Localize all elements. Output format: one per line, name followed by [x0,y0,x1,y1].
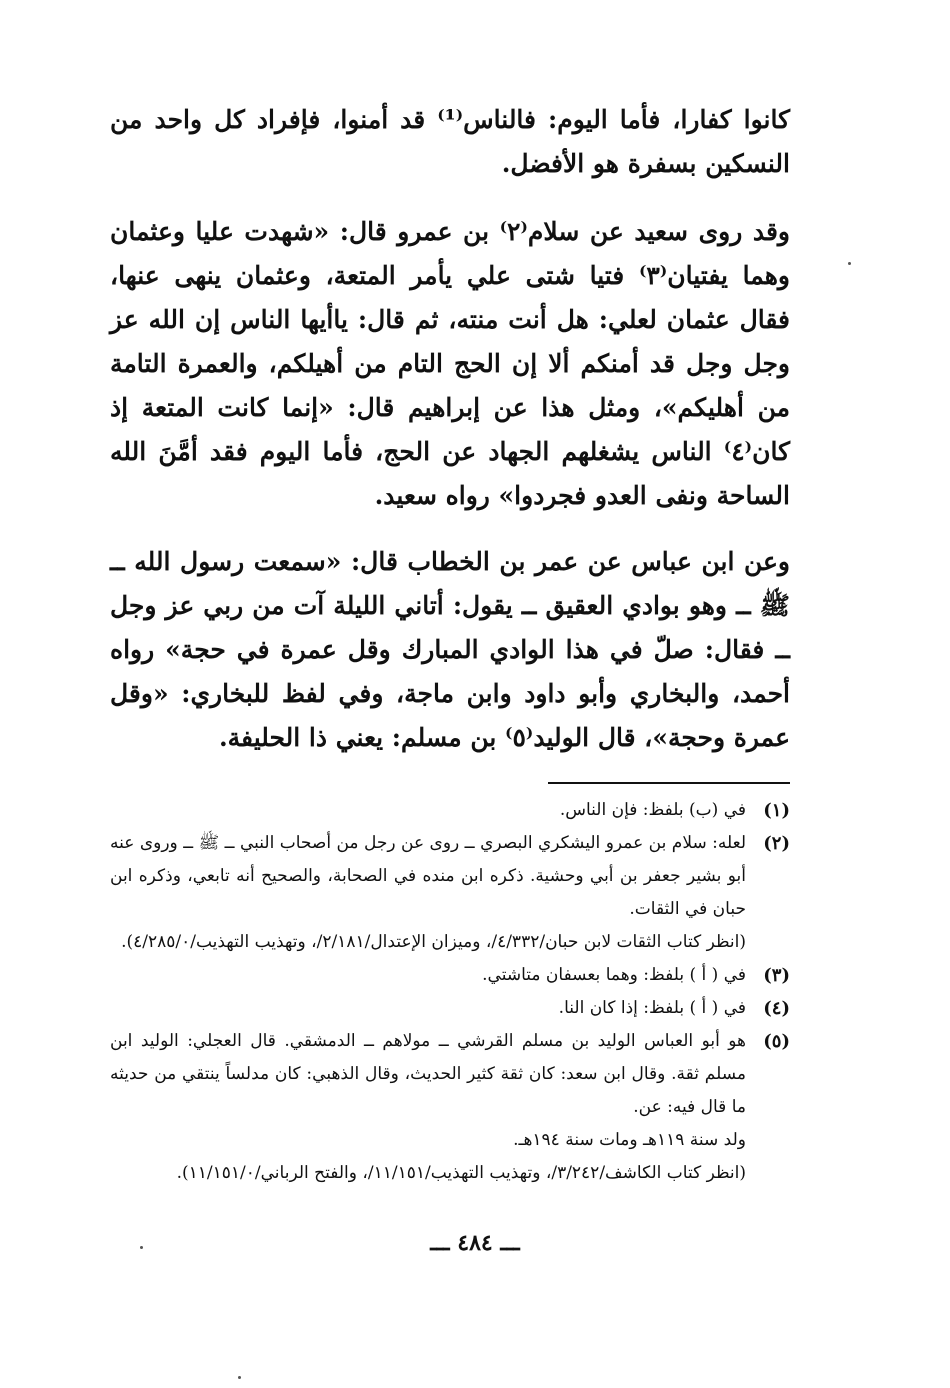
footnote-1 [110,794,790,827]
page-content [110,98,790,1190]
footnote-text: في ( أ ) بلفظ: وهما بعسفان متاشتي. [482,965,746,985]
footnote-number: (٣) [763,965,790,986]
footnote-number: (٤) [763,998,790,1019]
scan-speck [140,1246,143,1249]
footnote-text: هو أبو العباس الوليد بن مسلم القرشي ــ مولاهم ــ الدمشقي. قال العجلي: الوليد ابن مسلم ثقة. وقال ابن سعد: كان ثقة كثير الحديث، وقال الذهبي: كان مدلساً ينتقي من حديثه ما قال فيه: عن. [110,1031,746,1117]
paragraph-2: وقد روى سعيد عن سلام⁽٢⁾ بن عمرو قال: «شهدت عليا وعثمان وهما يفتيان⁽٣⁾ فتيا شتى علي يأمر المتعة، وعثمان ينهى عنها، فقال عثمان لعلي: هل أنت منته، ثم قال: ياأيها الناس إن الله عز وجل وجل قد أمنكم ألا إن الحج التام من أهيلكم، والعمرة التامة من أهليكم»، ومثل هذا عن إبراهيم قال: «إنما كانت المتعة إذ كان⁽٤⁾ الناس يشغلهم الجهاد عن الحج، فأما اليوم فقد أمَّنَ الله الساحة ونفى العدو فجردوا» رواه سعيد. [110,217,790,510]
page-number: ـــ ٤٨٤ ـــ [430,1230,520,1256]
footnote-number: (٥) [763,1031,790,1052]
footnote-divider [548,782,790,784]
paragraph-1: كانوا كفارا، فأما اليوم: فالناس⁽¹⁾ قد أمنوا، فإفراد كل واحد من النسكين بسفرة هو الأفضل. [110,105,790,178]
footnote-number: (١) [763,800,790,821]
footnote-5-reference: (انظر كتاب الكاشف/٣/٢٤٢/، وتهذيب التهذيب/١١/١٥١/، والفتح الرباني/١١/١٥١/٠). [176,1163,746,1183]
paragraph-3: وعن ابن عباس عن عمر بن الخطاب قال: «سمعت رسول الله ــ ﷺ ــ وهو بوادي العقيق ــ يقول: أتاني الليلة آت من ربي عز وجل ــ فقال: صلّ في هذا الوادي المبارك وقل عمرة في حجة» رواه أحمد، والبخاري وأبو داود وابن ماجة، وفي لفظ للبخاري: «وقل عمرة وحجة»، قال الوليد⁽٥⁾ بن مسلم: يعني ذا الحليفة. [110,547,790,752]
footnote-2 [110,827,790,926]
footnote-text: في ( أ ) بلفظ: إذا كان النا. [558,998,746,1018]
footnote-2-reference: (انظر كتاب الثقات لابن حبان/٤/٣٣٢/، وميزان الإعتدال/٢/١٨١/، وتهذيب التهذيب/٤/٢٨٥/٠). [121,932,746,952]
footnote-text: في (ب) بلفظ: فإن الناس. [559,800,746,820]
scan-speck [848,262,851,265]
footnote-number: (٢) [763,833,790,854]
footnote-4 [110,992,790,1025]
footnote-5-dates: ولد سنة ١١٩هـ ومات سنة ١٩٤هـ. [513,1130,746,1150]
scan-speck [238,1376,241,1379]
footnote-3 [110,959,790,992]
footnote-text: لعله: سلام بن عمرو اليشكري البصري ــ روى عن رجل من أصحاب النبي ــ ﷺ ــ وروى عنه أبو بشير جعفر بن أبي وحشية. ذكره ابن منده في الصحابة، والصحيح أنه تابعي، وذكره ابن حبان في الثقات. [110,833,746,919]
footnote-5 [110,1025,790,1124]
